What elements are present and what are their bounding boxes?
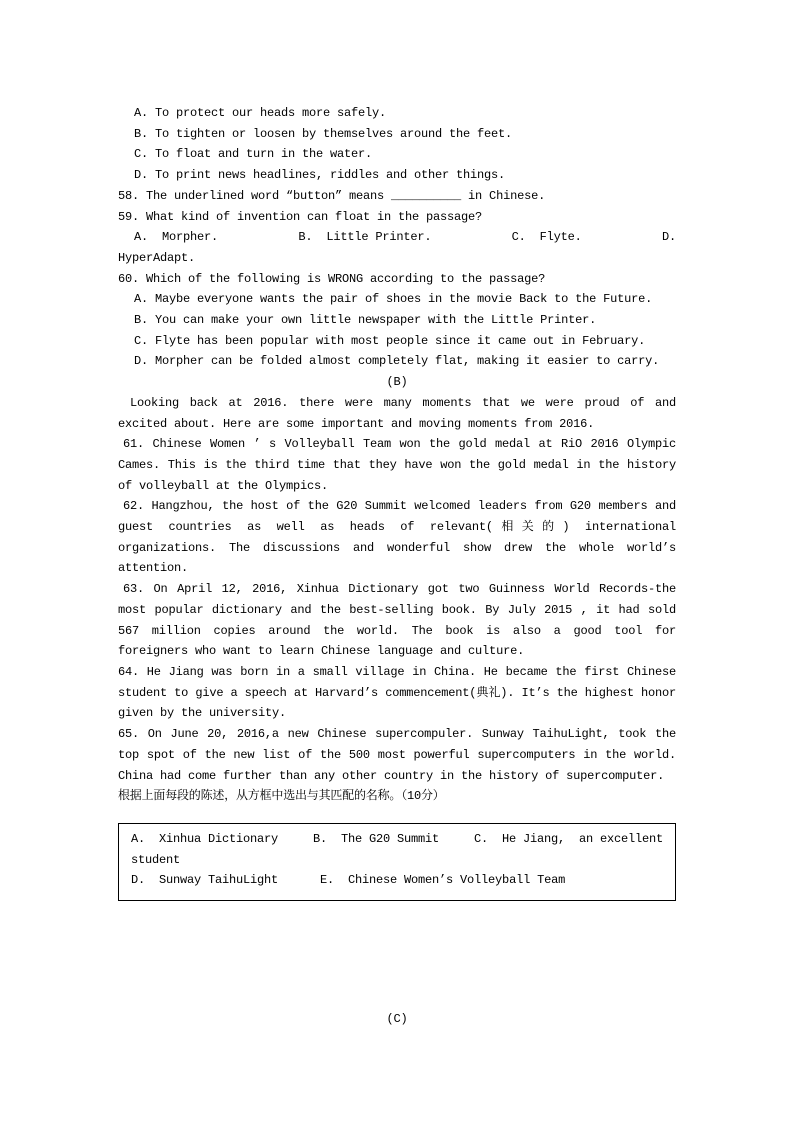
item-63: 63. On April 12, 2016, Xinhua Dictionary got two Guinness World Records-the most popular dictionary and the best-selling book. By July 2015 , it had sold 567 million copies around the world. The book is also a good tool for foreigners who want to learn Chinese language and culture. xyxy=(118,582,676,659)
box-option-b: B. The G20 Summit xyxy=(312,831,439,846)
match-options-box xyxy=(118,823,676,901)
exam-page-body xyxy=(118,103,676,1030)
q60-option-d: D. Morpher can be folded almost completely flat, making it easier to carry. xyxy=(134,354,660,369)
section-b-heading: (B) xyxy=(386,375,408,390)
box-option-c: C. He Jiang, an excellent xyxy=(473,831,663,846)
q59-option-c: C. Flyte. xyxy=(511,230,582,245)
section-c-heading: (C) xyxy=(386,1012,408,1027)
item-65: 65. On June 20, 2016,a new Chinese supercompuler. Sunway TaihuLight, took the top spot of the new list of the 500 most powerful supercomputers in the world. China had come further than any other country in the history of supercomputer. xyxy=(118,727,676,783)
match-box-row-2 xyxy=(131,870,663,891)
item-61: 61. Chinese Women ’ s Volleyball Team won the gold medal at RiO 2016 Olympic Cames. This is the third time that they have won the gold medal in the history of volleyball at the Olympics. xyxy=(118,437,676,493)
box-option-c-wrap: student xyxy=(131,852,181,867)
q60-option-c: C. Flyte has been popular with most people since it came out in February. xyxy=(134,333,646,348)
question-58: 58. The underlined word “button” means __________ in Chinese. xyxy=(118,188,546,203)
q59-option-a: A. Morpher. xyxy=(134,230,219,245)
question-59: 59. What kind of invention can float in the passage? xyxy=(118,209,483,224)
question-60: 60. Which of the following is WRONG according to the passage? xyxy=(118,271,546,286)
q59-option-b: B. Little Printer. xyxy=(298,230,432,245)
q57-option-c: C. To float and turn in the water. xyxy=(134,147,373,162)
q59-option-d: D. xyxy=(661,230,676,245)
q57-option-d: D. To print news headlines, riddles and other things. xyxy=(134,168,506,183)
q59-option-d-wrap: HyperAdapt. xyxy=(118,250,196,265)
q60-option-a: A. Maybe everyone wants the pair of shoes in the movie Back to the Future. xyxy=(134,292,653,307)
q57-option-a: A. To protect our heads more safely. xyxy=(134,106,387,120)
matching-instruction: 根据上面每段的陈述，从方框中选出与其匹配的名称。（10分） xyxy=(118,789,445,804)
q60-option-b: B. You can make your own little newspaper with the Little Printer. xyxy=(134,313,597,328)
section-b-intro: Looking back at 2016. there were many moments that we were proud of and excited about. Here are some important and moving moments from 2016. xyxy=(118,395,676,431)
q59-options-row xyxy=(118,227,676,248)
box-option-d: D. Sunway TaihuLight xyxy=(131,873,279,888)
match-box-row-1 xyxy=(131,829,663,850)
q57-option-b: B. To tighten or loosen by themselves around the feet. xyxy=(134,126,513,141)
item-64: 64. He Jiang was born in a small village in China. He became the first Chinese student to give a speech at Harvard’s commencement(典礼). It’s the highest honor given by the university. xyxy=(118,664,676,721)
item-62: 62. Hangzhou, the host of the G20 Summit welcomed leaders from G20 members and guest countries as well as heads of relevant(相关的) international organizations. The discussions and wonderful show drew the whole world’s attention. xyxy=(118,499,676,576)
box-option-a: A. Xinhua Dictionary xyxy=(131,831,279,846)
box-option-e: E. Chinese Women’s Volleyball Team xyxy=(320,873,566,888)
